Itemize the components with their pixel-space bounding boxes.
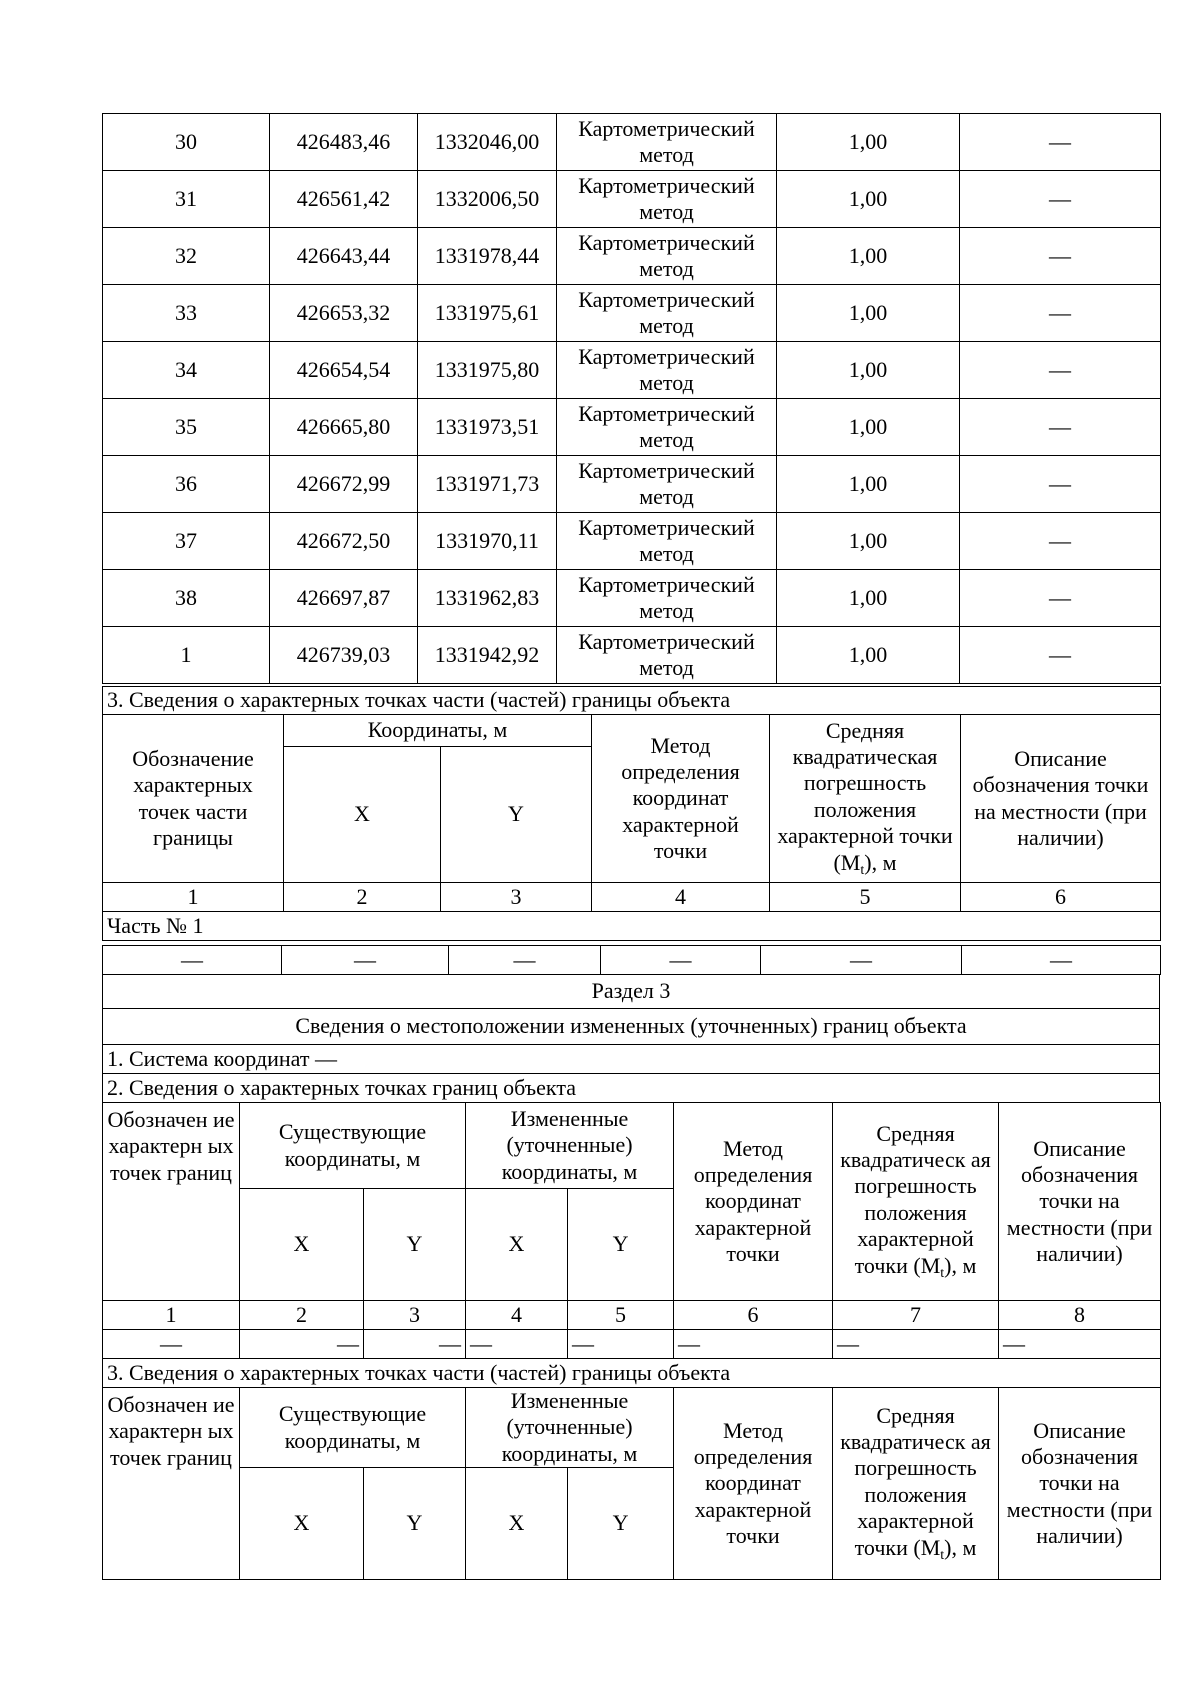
s3p-col-x1: X [240,1468,364,1580]
point-method-cell: Картометрический метод [557,456,777,513]
s3-col-designation: Обозначен ие характерн ых точек границ [103,1103,240,1301]
points-heading: 2. Сведения о характерных точках границ объекта [103,1074,1160,1103]
table-row [103,285,1161,342]
section3-title: Раздел 3 [103,975,1160,1009]
column-number: 5 [770,883,961,912]
s3-col-desc: Описание обозначения точки на местности (при наличии) [999,1103,1161,1301]
s3p-col-designation: Обозначен ие характерн ых точек границ [103,1388,240,1580]
column-number: 5 [568,1301,674,1330]
point-x-cell: 426654,54 [270,342,418,399]
point-y-cell: 1332046,00 [418,114,557,171]
column-number: 8 [999,1301,1161,1330]
coord-system: 1. Система координат — [103,1045,1160,1074]
table-row [103,171,1161,228]
section3-header [102,974,1160,1103]
table-row [103,399,1161,456]
column-number: 6 [961,883,1161,912]
s3-col-changed: Измененные (уточненные) координаты, м [466,1103,674,1189]
point-method-cell: Картометрический метод [557,513,777,570]
point-desc-cell: — [960,627,1161,684]
point-y-cell: 1331973,51 [418,399,557,456]
table-row [103,627,1161,684]
dash-cell: — [364,1330,466,1359]
point-mt-cell: 1,00 [777,513,960,570]
s3p-col-existing: Существующие координаты, м [240,1388,466,1468]
column-number: 1 [103,883,284,912]
s3-col-y2: Y [568,1189,674,1301]
part-dash-row [103,946,1161,975]
section3-subtitle: Сведения о местоположении измененных (уточненных) границ объекта [103,1009,1160,1045]
table-row [103,456,1161,513]
s3-col-method: Метод определения координат характерной точки [674,1103,833,1301]
column-number-row [103,883,1161,912]
point-method-cell: Картометрический метод [557,627,777,684]
point-y-cell: 1331975,61 [418,285,557,342]
changed-points-table [102,1102,1161,1580]
column-number: 4 [592,883,770,912]
point-x-cell: 426483,46 [270,114,418,171]
col-method: Метод определения координат характерной точки [592,715,770,883]
point-method-cell: Картометрический метод [557,171,777,228]
point-n-cell: 34 [103,342,270,399]
s3p-col-desc: Описание обозначения точки на местности (при наличии) [999,1388,1161,1580]
point-x-cell: 426672,99 [270,456,418,513]
table-row [103,570,1161,627]
coordinates-table [102,113,1161,684]
s3p-col-method: Метод определения координат характерной точки [674,1388,833,1580]
point-desc-cell: — [960,228,1161,285]
s3-dash-row [103,1330,1161,1359]
point-n-cell: 33 [103,285,270,342]
s3-col-x1: X [240,1189,364,1301]
dash-cell: — [103,1330,240,1359]
s3p-col-changed: Измененные (уточненные) координаты, м [466,1388,674,1468]
point-y-cell: 1331975,80 [418,342,557,399]
point-mt-cell: 1,00 [777,399,960,456]
point-x-cell: 426672,50 [270,513,418,570]
point-desc-cell: — [960,114,1161,171]
point-n-cell: 37 [103,513,270,570]
dash-cell: — [282,946,449,975]
part-section-heading: 3. Сведения о характерных точках части (частей) границы объекта [103,687,1161,715]
point-y-cell: 1331978,44 [418,228,557,285]
table-row [103,513,1161,570]
dash-cell: — [999,1330,1161,1359]
part-points-table [102,686,1161,941]
s3-col-x2: X [466,1189,568,1301]
dash-cell: — [962,946,1161,975]
s3-parts-heading: 3. Сведения о характерных точках части (частей) границы объекта [103,1359,1161,1388]
point-x-cell: 426697,87 [270,570,418,627]
dash-cell: — [568,1330,674,1359]
col-error: Средняя квадратическая погрешность положения характерной точки $(M_t)$, м [770,715,961,883]
col-coords: Координаты, м [284,715,592,747]
point-y-cell: 1331942,92 [418,627,557,684]
point-x-cell: 426665,80 [270,399,418,456]
point-method-cell: Картометрический метод [557,570,777,627]
column-number: 7 [833,1301,999,1330]
dash-cell: — [103,946,282,975]
s3p-col-x2: X [466,1468,568,1580]
column-number: 3 [441,883,592,912]
dash-cell: — [674,1330,833,1359]
s3-col-y1: Y [364,1189,466,1301]
point-desc-cell: — [960,570,1161,627]
s3p-col-error: Средняя квадратическ ая погрешность положения характерной точки $(M_t)$, м [833,1388,999,1580]
point-method-cell: Картометрический метод [557,342,777,399]
point-desc-cell: — [960,513,1161,570]
points-body [103,114,1161,684]
point-desc-cell: — [960,171,1161,228]
point-x-cell: 426653,32 [270,285,418,342]
point-n-cell: 36 [103,456,270,513]
point-desc-cell: — [960,456,1161,513]
point-mt-cell: 1,00 [777,570,960,627]
point-x-cell: 426739,03 [270,627,418,684]
point-desc-cell: — [960,399,1161,456]
column-number: 1 [103,1301,240,1330]
column-number: 2 [284,883,441,912]
col-designation: Обозначение характерных точек части границы [103,715,284,883]
column-number: 2 [240,1301,364,1330]
table-row [103,228,1161,285]
dash-cell: — [833,1330,999,1359]
column-number: 3 [364,1301,466,1330]
col-desc: Описание обозначения точки на местности (при наличии) [961,715,1161,883]
dash-cell: — [240,1330,364,1359]
point-y-cell: 1331971,73 [418,456,557,513]
point-method-cell: Картометрический метод [557,114,777,171]
dash-cell: — [761,946,962,975]
dash-cell: — [449,946,601,975]
col-x: X [284,747,441,883]
point-mt-cell: 1,00 [777,342,960,399]
s3-col-existing: Существующие координаты, м [240,1103,466,1189]
column-number: 4 [466,1301,568,1330]
point-mt-cell: 1,00 [777,171,960,228]
point-n-cell: 1 [103,627,270,684]
s3-col-error: Средняя квадратическ ая погрешность положения характерной точки $(M_t)$, м [833,1103,999,1301]
point-n-cell: 32 [103,228,270,285]
dash-cell: — [601,946,761,975]
table-row [103,342,1161,399]
point-n-cell: 35 [103,399,270,456]
s3p-col-y2: Y [568,1468,674,1580]
point-method-cell: Картометрический метод [557,399,777,456]
point-n-cell: 31 [103,171,270,228]
part-label: Часть № 1 [103,912,1161,941]
point-method-cell: Картометрический метод [557,228,777,285]
dash-cell: — [466,1330,568,1359]
point-mt-cell: 1,00 [777,456,960,513]
column-number: 6 [674,1301,833,1330]
point-n-cell: 30 [103,114,270,171]
s3p-col-y1: Y [364,1468,466,1580]
point-mt-cell: 1,00 [777,627,960,684]
point-desc-cell: — [960,285,1161,342]
point-x-cell: 426643,44 [270,228,418,285]
point-method-cell: Картометрический метод [557,285,777,342]
point-n-cell: 38 [103,570,270,627]
s3-column-number-row [103,1301,1161,1330]
part-dash-table [102,945,1161,975]
point-x-cell: 426561,42 [270,171,418,228]
point-mt-cell: 1,00 [777,114,960,171]
point-mt-cell: 1,00 [777,228,960,285]
table-row [103,114,1161,171]
col-y: Y [441,747,592,883]
point-y-cell: 1331962,83 [418,570,557,627]
point-y-cell: 1332006,50 [418,171,557,228]
point-mt-cell: 1,00 [777,285,960,342]
point-y-cell: 1331970,11 [418,513,557,570]
point-desc-cell: — [960,342,1161,399]
